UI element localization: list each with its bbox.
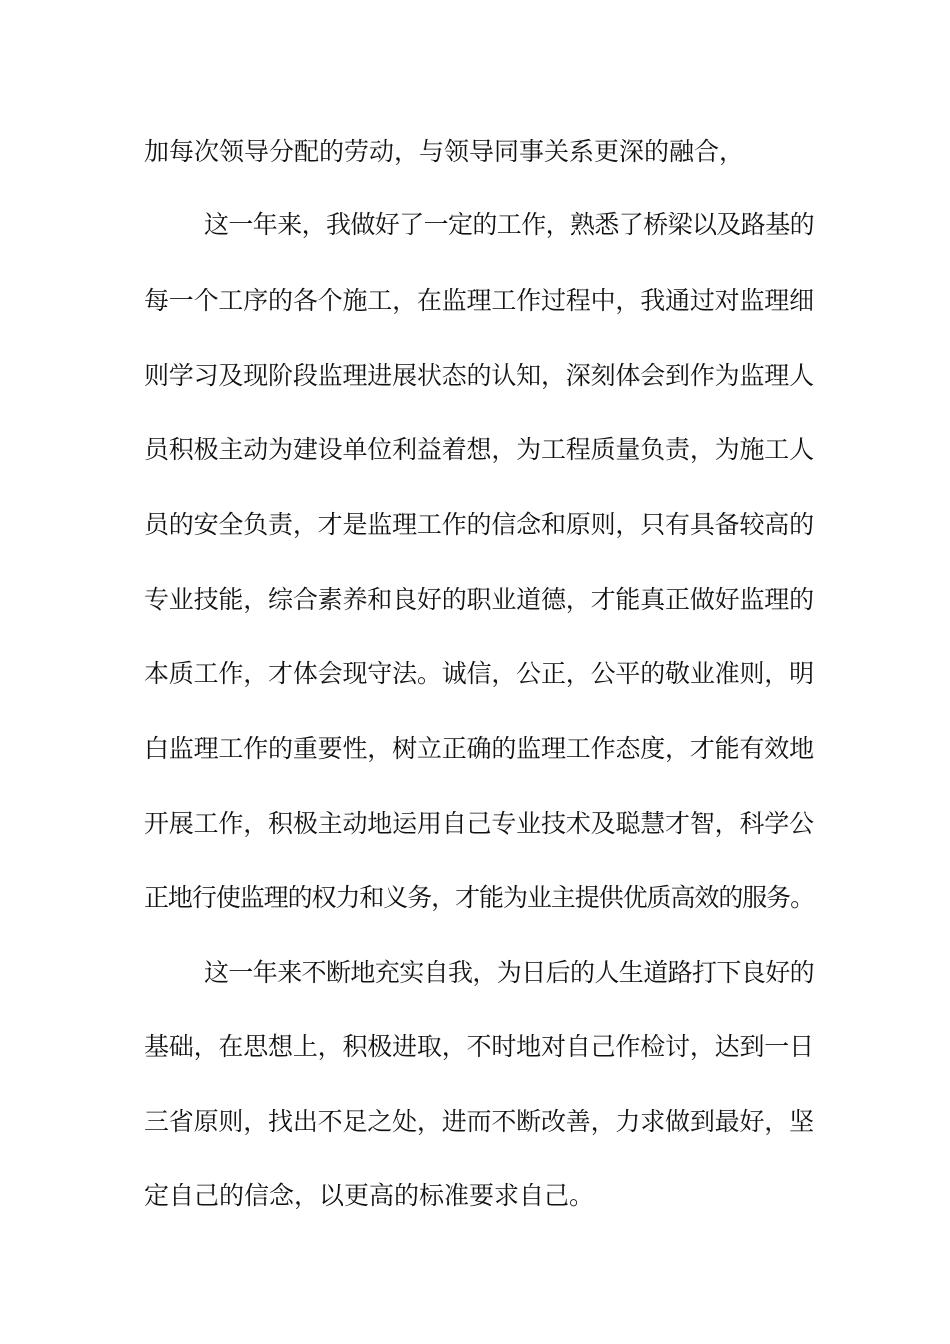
text-line-4: 则学习及现阶段监理进展状态的认知，深刻体会到作为监理人 — [144, 361, 814, 390]
text-line-5: 员积极主动为建设单位利益着想，为工程质量负责，为施工人 — [144, 435, 814, 464]
text-line-1: 加每次领导分配的劳动，与领导同事关系更深的融合， — [144, 137, 745, 166]
text-line-15: 定自己的信念，以更高的标准要求自己。 — [144, 1181, 595, 1210]
text-line-12: 这一年来不断地充实自我，为日后的人生道路打下良好的 — [204, 958, 815, 987]
text-line-6: 员的安全负责，才是监理工作的信念和原则，只有具备较高的 — [144, 510, 814, 539]
text-line-3: 每一个工序的各个施工，在监理工作过程中，我通过对监理细 — [144, 286, 814, 315]
text-line-2: 这一年来，我做好了一定的工作，熟悉了桥梁以及路基的 — [204, 210, 815, 239]
text-line-8: 本质工作，才体会现守法。诚信，公正，公平的敬业准则，明 — [144, 659, 814, 688]
text-line-9: 白监理工作的重要性，树立正确的监理工作态度，才能有效地 — [144, 734, 814, 763]
text-line-14: 三省原则，找出不足之处，进而不断改善，力求做到最好，坚 — [144, 1107, 814, 1136]
text-line-7: 专业技能，综合素养和良好的职业道德，才能真正做好监理的 — [144, 585, 814, 614]
text-line-10: 开展工作，积极主动地运用自己专业技术及聪慧才智，科学公 — [144, 809, 814, 838]
text-line-11: 正地行使监理的权力和义务，才能为业主提供优质高效的服务。 — [144, 883, 815, 912]
text-line-13: 基础，在思想上，积极进取，不时地对自己作检讨，达到一日 — [144, 1032, 814, 1061]
